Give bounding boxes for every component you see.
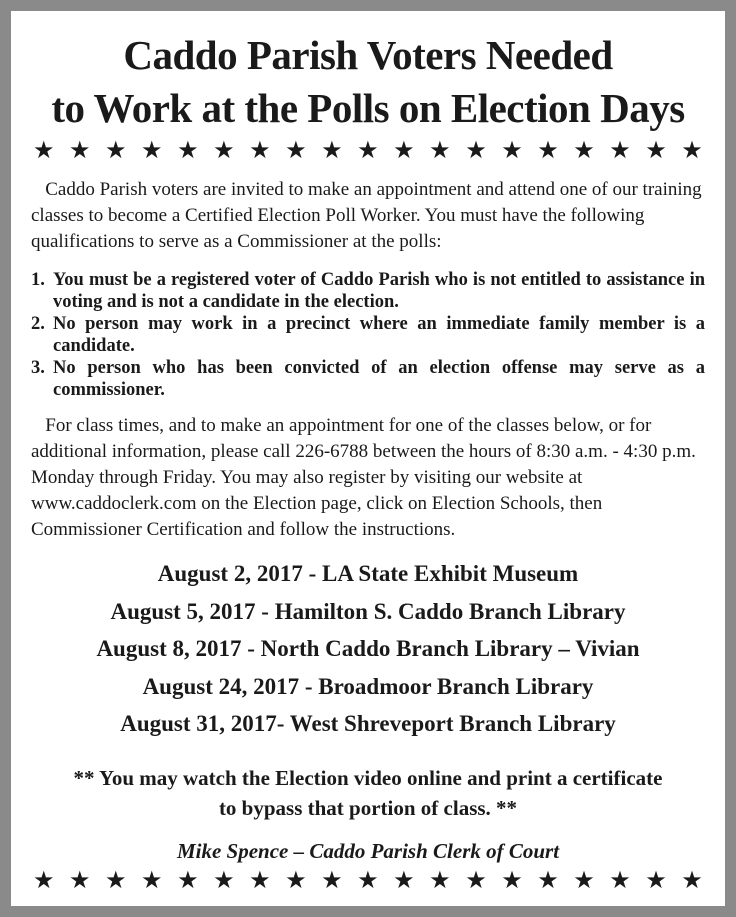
list-item [31,357,705,401]
star-divider-bottom [33,869,703,893]
class-schedule-list [11,555,725,743]
star-icon: ★ [249,138,271,164]
star-icon: ★ [249,868,271,894]
star-icon: ★ [357,868,379,894]
video-note [31,763,705,823]
star-icon: ★ [501,868,523,894]
qualification-number: 2. [31,314,45,334]
star-icon: ★ [177,868,199,894]
qualification-number: 3. [31,358,45,378]
qualifications-list [31,269,705,401]
star-icon: ★ [285,868,307,894]
list-item: August 31, 2017- West Shreveport Branch Library [120,711,616,736]
star-icon: ★ [393,868,415,894]
star-icon: ★ [681,138,703,164]
title-line-1: Caddo Parish Voters Needed [123,32,613,78]
star-icon: ★ [69,868,91,894]
star-icon: ★ [213,138,235,164]
star-icon: ★ [645,138,667,164]
star-icon: ★ [501,138,523,164]
star-icon: ★ [465,138,487,164]
note-line-1: ** You may watch the Election video online and print a certificate [73,766,663,790]
star-icon: ★ [33,138,55,164]
star-icon: ★ [429,868,451,894]
star-icon: ★ [285,138,307,164]
list-item: August 24, 2017 - Broadmoor Branch Library [142,673,594,699]
qualification-number: 1. [31,270,45,290]
qualification-text: No person may work in a precinct where an immediate family member is a candidate. [53,314,705,356]
list-item: August 8, 2017 - North Caddo Branch Library – Vivian [96,636,640,661]
star-icon: ★ [573,868,595,894]
info-paragraph [31,413,705,543]
notice-panel [8,8,728,909]
info-text: For class times, and to make an appointment for one of the classes below, or for additional information, please call 226-6788 between the hours of 8:30 a.m. - 4:30 p.m. Monday through Friday. You may also register by visiting our website at www.caddoclerk.com on the Election page, click on Election Schools, then Commissioner Certification and follow the instructions. [31,415,696,540]
star-icon: ★ [429,138,451,164]
list-item [31,313,705,357]
star-icon: ★ [177,138,199,164]
star-divider-top [33,139,703,163]
star-icon: ★ [609,868,631,894]
intro-paragraph [31,177,705,255]
list-item [31,269,705,313]
list-item: August 2, 2017 - LA State Exhibit Museum [157,561,579,586]
star-icon: ★ [321,868,343,894]
star-icon: ★ [321,138,343,164]
signature: Mike Spence – Caddo Parish Clerk of Court [176,839,560,863]
notice-title [11,29,725,135]
star-icon: ★ [105,138,127,164]
star-icon: ★ [105,868,127,894]
star-icon: ★ [645,868,667,894]
star-icon: ★ [609,138,631,164]
qualification-text: You must be a registered voter of Caddo Parish who is not entitled to assistance in voting and is not a candidate in the election. [53,270,705,312]
intro-text: Caddo Parish voters are invited to make an appointment and attend one of our training classes to become a Certified Election Poll Worker. You must have the following qualifications to serve as a Commissioner at the polls: [31,179,702,252]
star-icon: ★ [537,138,559,164]
list-item: August 5, 2017 - Hamilton S. Caddo Branch Library [110,598,626,624]
qualification-text: No person who has been convicted of an election offense may serve as a commissioner. [53,358,705,400]
star-icon: ★ [465,868,487,894]
note-line-2: to bypass that portion of class. ** [218,796,518,820]
star-icon: ★ [213,868,235,894]
star-icon: ★ [573,138,595,164]
star-icon: ★ [357,138,379,164]
title-line-2: to Work at the Polls on Election Days [51,85,685,131]
star-icon: ★ [141,138,163,164]
star-icon: ★ [537,868,559,894]
star-icon: ★ [69,138,91,164]
star-icon: ★ [33,868,55,894]
star-icon: ★ [141,868,163,894]
star-icon: ★ [393,138,415,164]
star-icon: ★ [681,868,703,894]
